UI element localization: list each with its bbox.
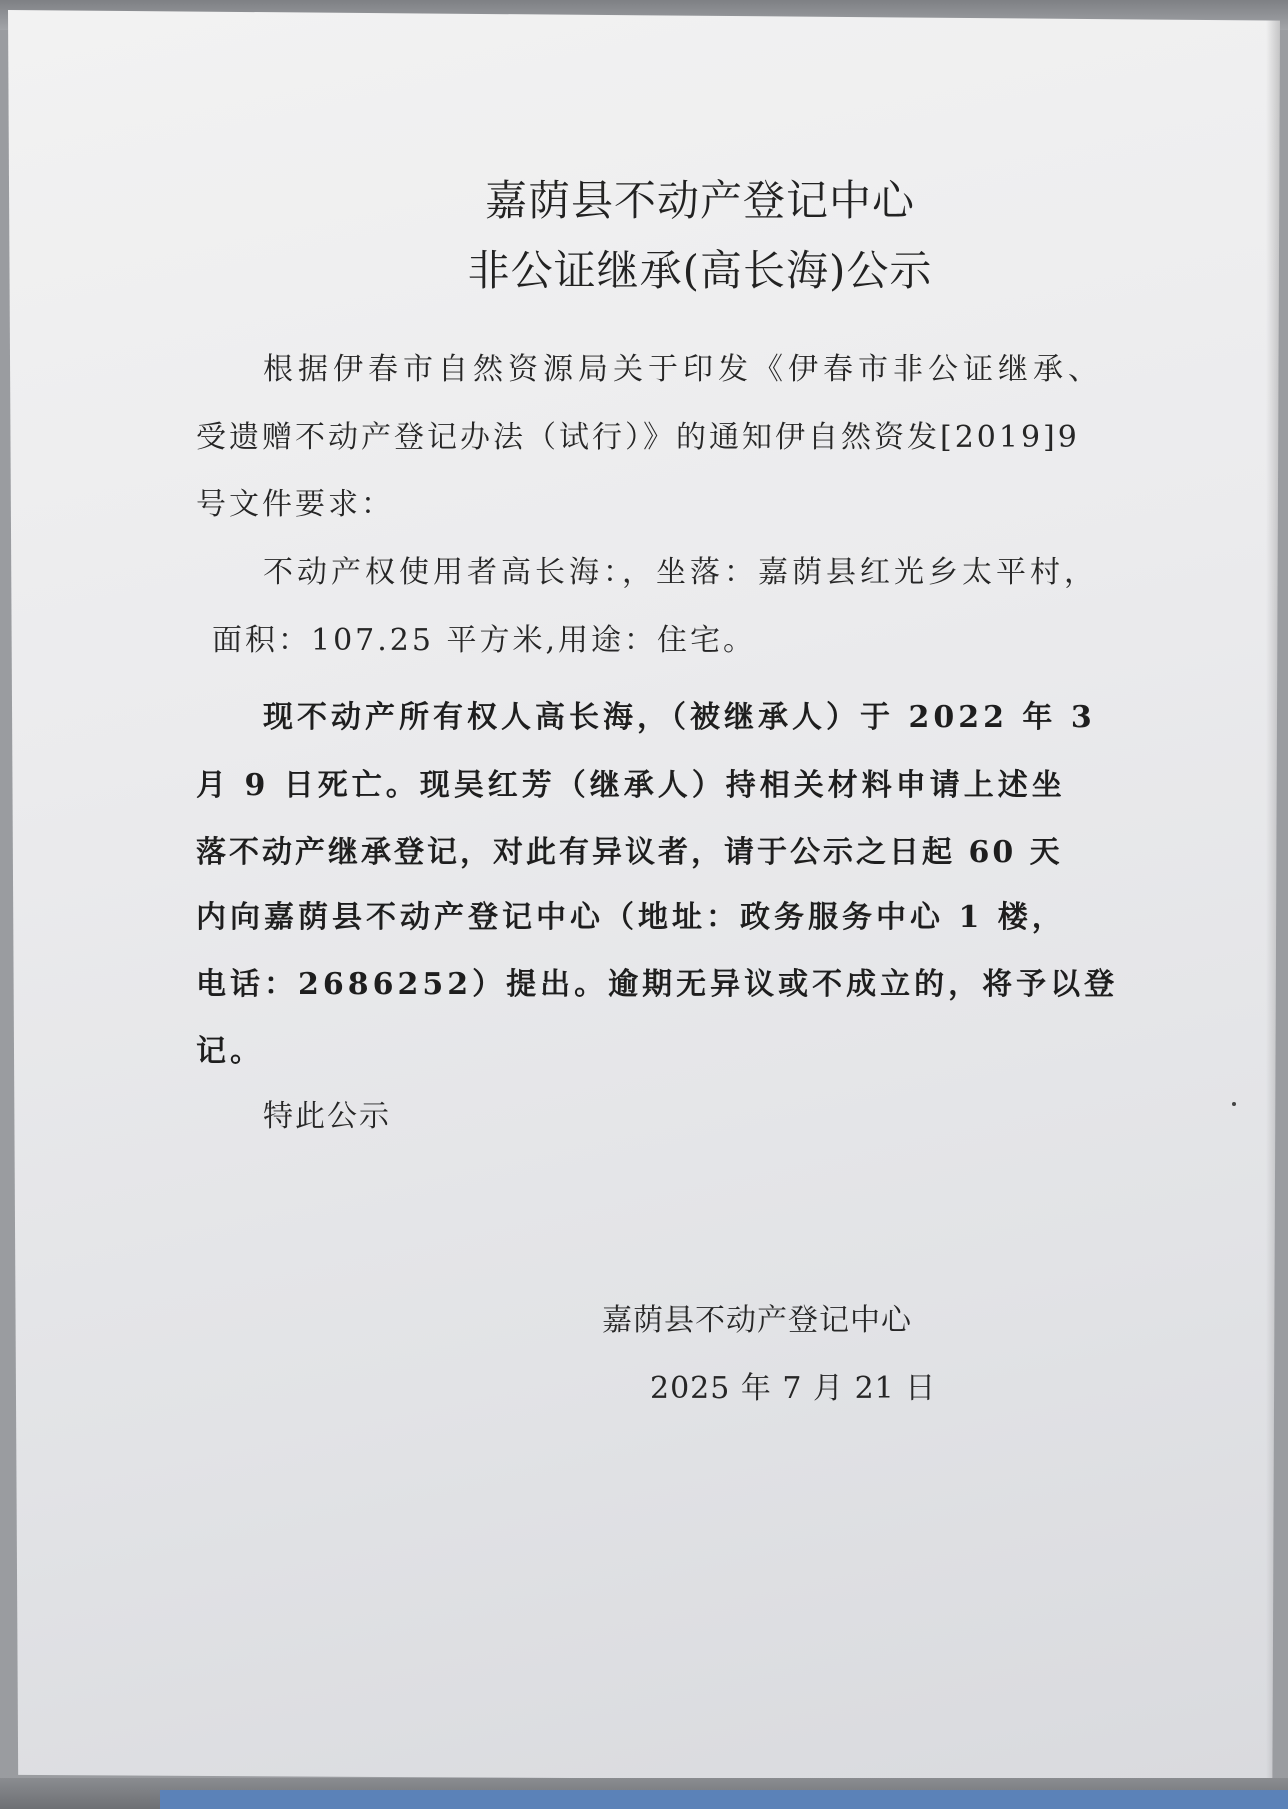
statement-line-4: 内向嘉荫县不动产登记中心（地址：政务服务中心 1 楼， [196, 900, 1066, 935]
statement-line-6: 记。 [196, 1034, 264, 1069]
background-surface-bottom [0, 1778, 1288, 1809]
statement-line-3: 落不动产继承登记，对此有异议者，请于公示之日起 60 天 [196, 835, 1063, 870]
issue-date: 2025 年 7 月 21 日 [650, 1371, 937, 1406]
issuer-name: 嘉荫县不动产登记中心 [602, 1303, 912, 1338]
basis-line-2: 受遗赠不动产登记办法（试行）》的通知伊自然资发[2019]9 [196, 420, 1080, 455]
paper-speck [1232, 1102, 1236, 1106]
basis-line-1: 根据伊春市自然资源局关于印发《伊春市非公证继承、 [263, 352, 1103, 387]
closing-text: 特此公示 [263, 1099, 391, 1134]
statement-line-2: 月 9 日死亡。现吴红芳（继承人）持相关材料申请上述坐 [196, 768, 1066, 803]
notice-title-subject: 非公证继承(高长海)公示 [467, 246, 933, 295]
basis-line-3: 号文件要求： [196, 487, 394, 522]
statement-line-1: 现不动产所有权人高长海，（被继承人）于 2022 年 3 [263, 700, 1096, 735]
blue-cover-strip [160, 1790, 1288, 1809]
property-line-1: 不动产权使用者高长海：，坐落：嘉荫县红光乡太平村， [263, 555, 1098, 590]
notice-title-agency: 嘉荫县不动产登记中心 [484, 176, 915, 225]
statement-line-5: 电话：2686252）提出。逾期无异议或不成立的，将予以登 [196, 967, 1119, 1002]
property-line-2: 面积：107.25 平方米,用途：住宅。 [212, 623, 757, 658]
